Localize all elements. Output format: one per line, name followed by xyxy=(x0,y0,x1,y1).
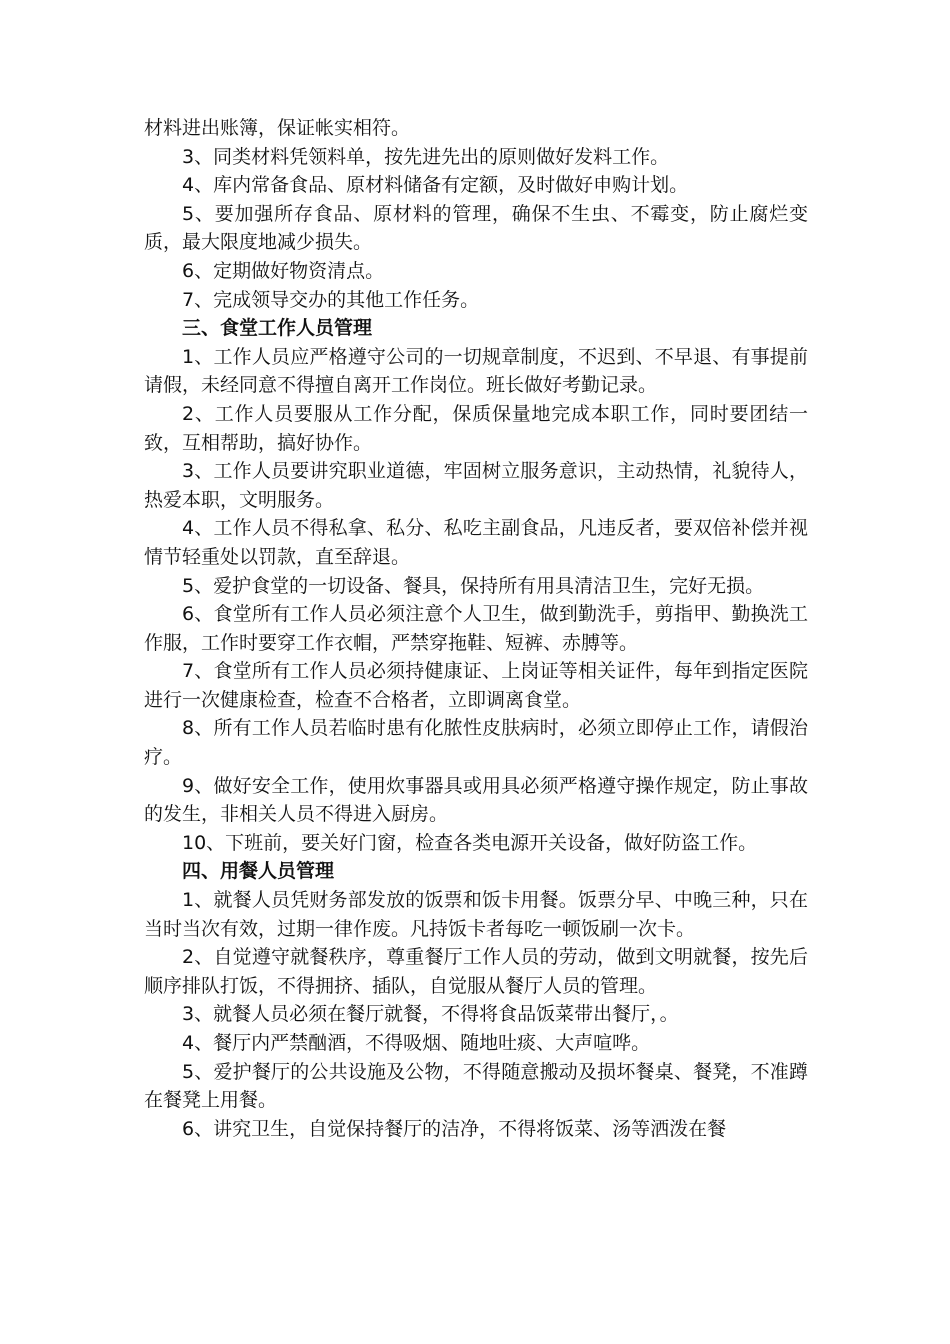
paragraph: 7、食堂所有工作人员必须持健康证、上岗证等相关证件，每年到指定医院进行一次健康检查，检查不合格者，立即调离食堂。 xyxy=(144,660,808,711)
paragraph: 4、餐厅内严禁酗酒，不得吸烟、随地吐痰、大声喧哗。 xyxy=(182,1032,651,1054)
section-heading: 三、食堂工作人员管理 xyxy=(182,317,373,340)
paragraph: 5、爱护餐厅的公共设施及公物，不得随意搬动及损坏餐桌、餐凳，不准蹲在餐凳上用餐。 xyxy=(144,1060,808,1112)
paragraph: 4、工作人员不得私拿、私分、私吃主副食品，凡违反者，要双倍补偿并视情节轻重处以罚款，直至辞退。 xyxy=(144,517,808,568)
paragraph: 材料进出账簿，保证帐实相符。 xyxy=(144,117,411,139)
section-heading: 四、用餐人员管理 xyxy=(182,860,335,883)
paragraph: 3、就餐人员必须在餐厅就餐，不得将食品饭菜带出餐厅，。 xyxy=(182,1003,679,1026)
paragraph: 5、要加强所存食品、原材料的管理，确保不生虫、不霉变，防止腐烂变质，最大限度地减少损失。 xyxy=(144,202,808,254)
paragraph: 1、就餐人员凭财务部发放的饭票和饭卡用餐。饭票分早、中晚三种，只在当时当次有效，过期一律作废。凡持饭卡者每吃一顿饭刷一次卡。 xyxy=(144,889,808,940)
paragraph: 6、讲究卫生，自觉保持餐厅的洁净，不得将饭菜、汤等洒泼在餐 xyxy=(182,1117,727,1140)
paragraph: 3、同类材料凭领料单，按先进先出的原则做好发料工作。 xyxy=(182,145,670,168)
paragraph: 4、库内常备食品、原材料储备有定额，及时做好申购计划。 xyxy=(182,174,689,197)
paragraph: 6、定期做好物资清点。 xyxy=(182,259,385,282)
document-body xyxy=(144,114,808,1143)
paragraph: 5、爱护食堂的一切设备、餐具，保持所有用具清洁卫生，完好无损。 xyxy=(182,574,765,597)
paragraph: 3、工作人员要讲究职业道德，牢固树立服务意识，主动热情，礼貌待人，热爱本职，文明服务。 xyxy=(144,460,808,511)
paragraph: 9、做好安全工作，使用炊事器具或用具必须严格遵守操作规定，防止事故的发生，非相关人员不得进入厨房。 xyxy=(144,774,808,826)
paragraph: 2、自觉遵守就餐秩序，尊重餐厅工作人员的劳动，做到文明就餐，按先后顺序排队打饭，不得拥挤、插队，自觉服从餐厅人员的管理。 xyxy=(144,946,808,997)
paragraph: 10、下班前，要关好门窗，检查各类电源开关设备，做好防盗工作。 xyxy=(182,831,758,854)
paragraph: 2、工作人员要服从工作分配，保质保量地完成本职工作，同时要团结一致，互相帮助，搞好协作。 xyxy=(144,402,808,454)
paragraph: 6、食堂所有工作人员必须注意个人卫生，做到勤洗手，剪指甲、勤换洗工作服，工作时要穿工作衣帽，严禁穿拖鞋、短裤、赤膊等。 xyxy=(144,603,808,654)
paragraph: 1、工作人员应严格遵守公司的一切规章制度，不迟到、不早退、有事提前请假，未经同意不得擅自离开工作岗位。班长做好考勤记录。 xyxy=(144,345,808,397)
paragraph: 7、完成领导交办的其他工作任务。 xyxy=(182,288,480,311)
paragraph: 8、所有工作人员若临时患有化脓性皮肤病时，必须立即停止工作，请假治疗。 xyxy=(144,717,808,769)
